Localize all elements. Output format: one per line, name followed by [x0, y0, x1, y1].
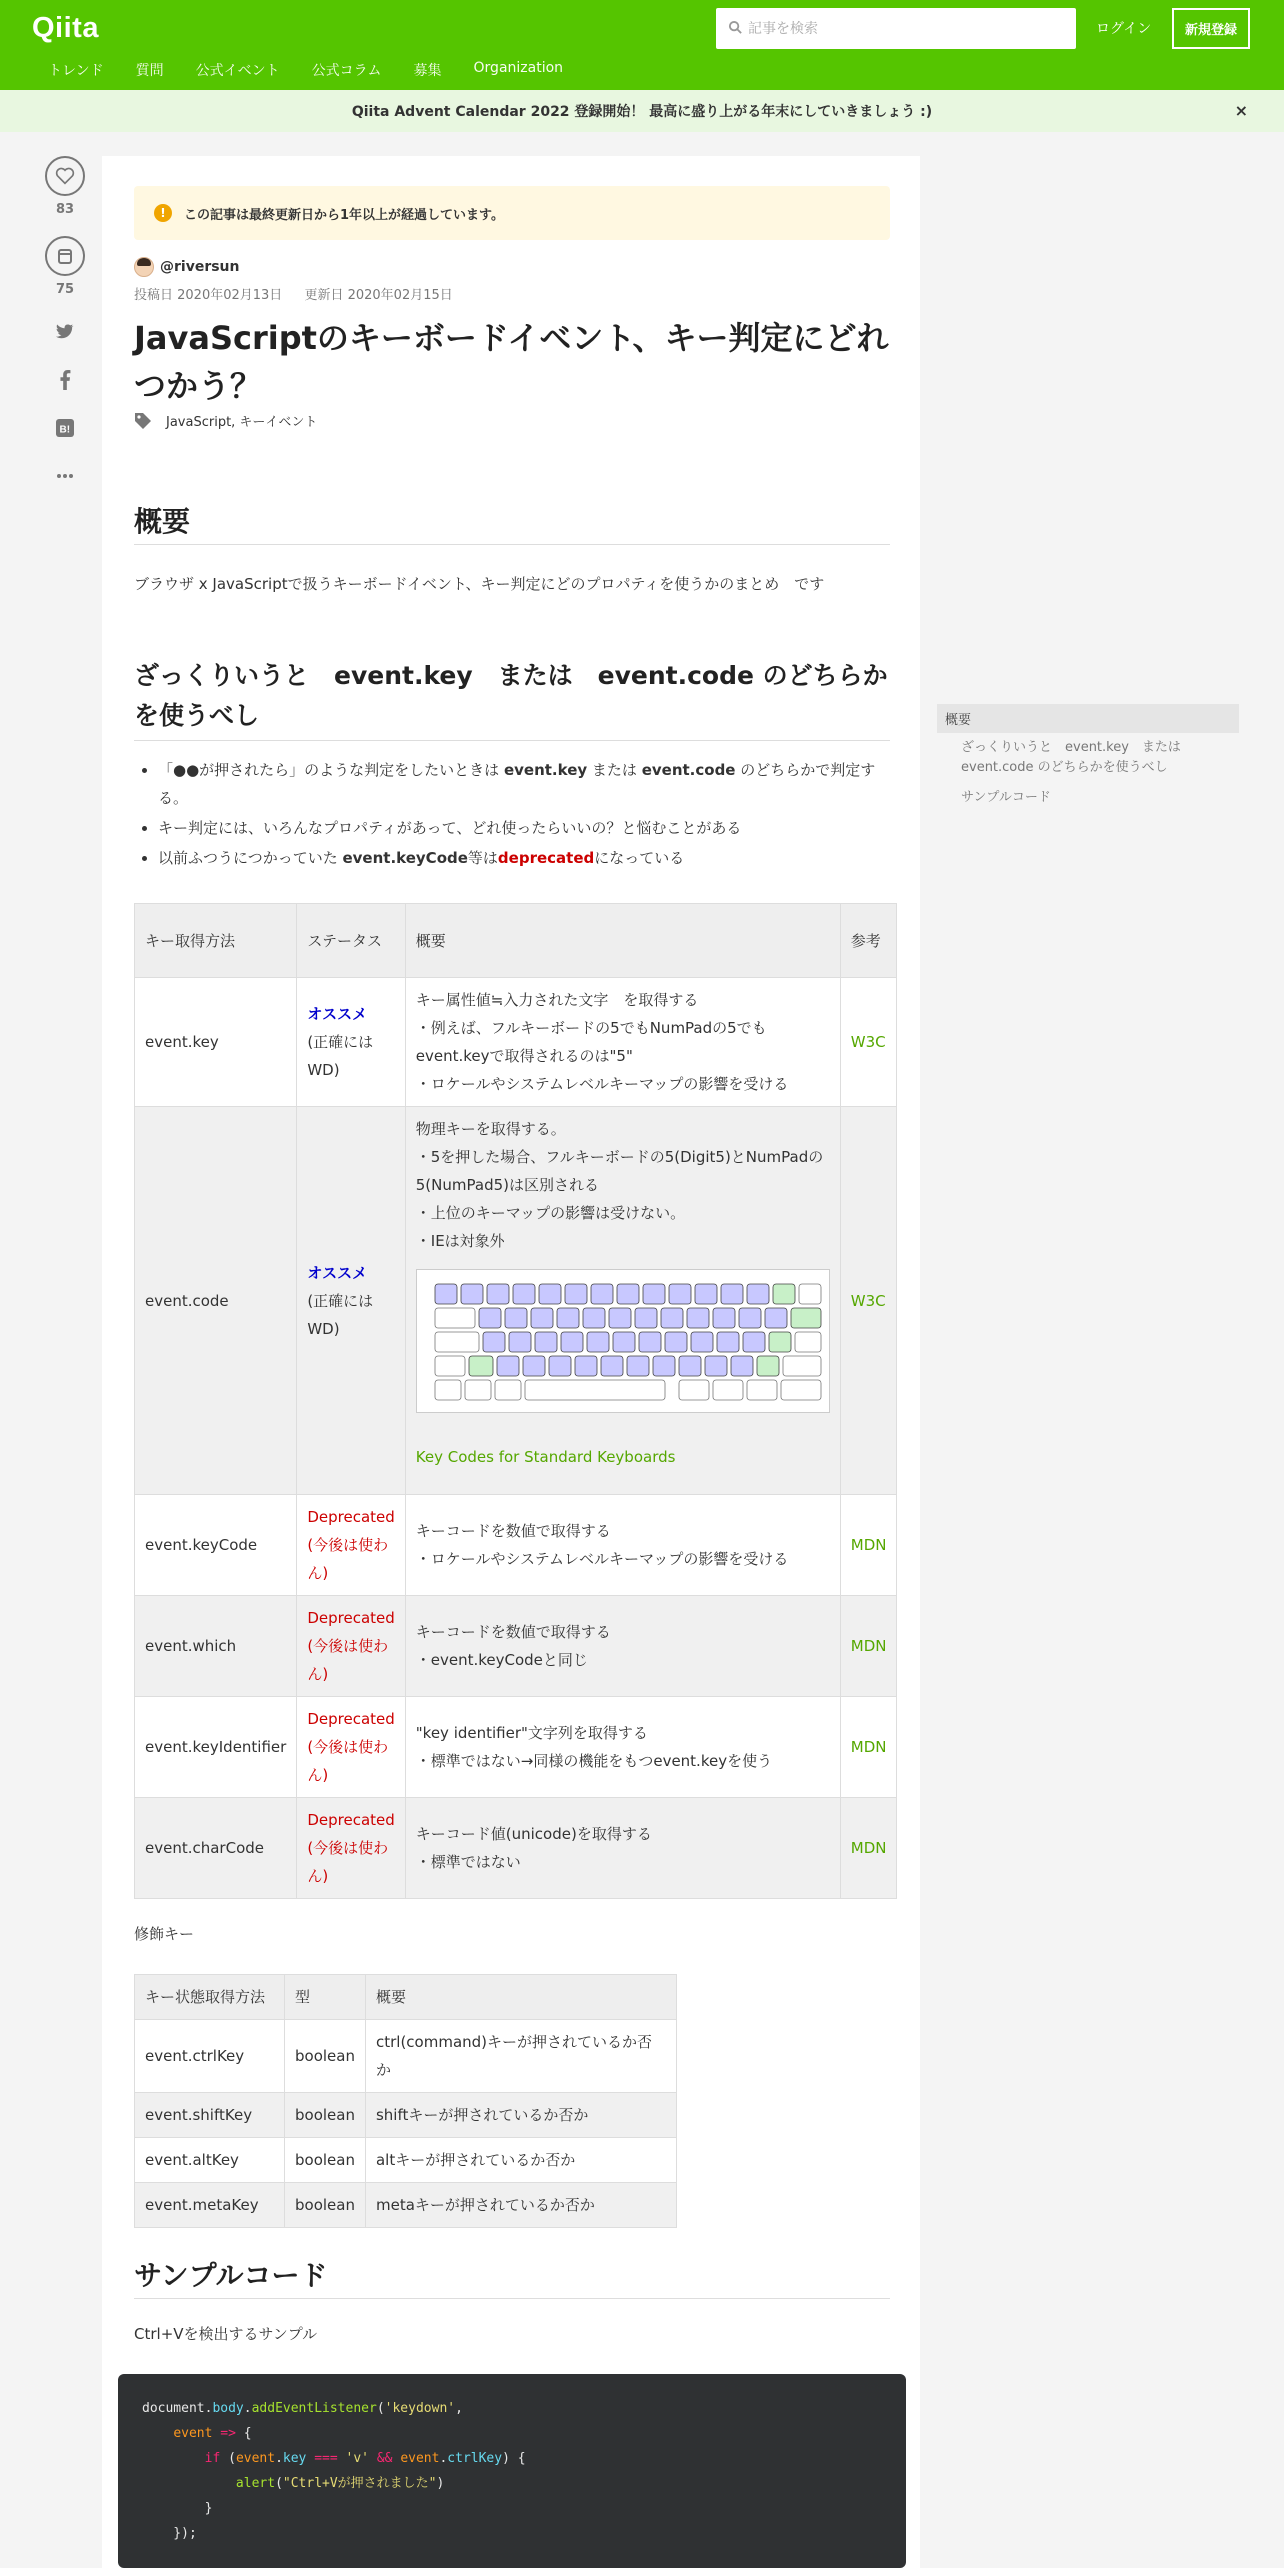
- overview-text: ブラウザ x JavaScriptで扱うキーボードイベント、キー判定にどのプロパティを使うかのまとめ です: [134, 575, 825, 593]
- heart-icon: [55, 167, 75, 185]
- code-block[interactable]: document.body.addEventListener('keydown', event => { if (event.key === 'v' && event.ctrlKey) { alert("Ctrl+Vが押されました") } });: [118, 2374, 906, 2568]
- svg-text:B!: B!: [59, 424, 71, 436]
- nav-trend[interactable]: トレンド: [48, 63, 104, 79]
- list-item: • キー判定には、いろんなプロパティがあって、どれ使ったらいいの？と悩むことがある: [158, 814, 888, 842]
- nav-organization[interactable]: Organization: [473, 60, 564, 76]
- page-title: JavaScriptのキーボードイベント、キー判定にどれつかう？: [134, 319, 889, 405]
- table-header: 型: [285, 1975, 366, 2020]
- keyboard-diagram-image[interactable]: [416, 1269, 830, 1413]
- author[interactable]: [134, 257, 240, 277]
- outdated-notice: ! この記事は最終更新日から1年以上が経過しています。: [134, 186, 890, 240]
- twitter-icon[interactable]: [55, 322, 75, 342]
- sample-description: Ctrl+Vを検出するサンプル: [134, 2325, 318, 2343]
- list-item: • 以前ふつうにつかっていた event.keyCode等はdeprecatedになっている: [158, 844, 888, 872]
- table-row: event.keyIdentifier Deprecated (今後は使わん) "key identifier"文字列を取得する ・標準ではない→同様の機能をもつevent.keyを使う MDN: [135, 1697, 897, 1798]
- more-options-icon[interactable]: [55, 466, 75, 486]
- keyboard-caption-link[interactable]: Key Codes for Standard Keyboards: [415, 1448, 676, 1466]
- table-row: event.keyCode Deprecated (今後は使わん) キーコードを数値で取得する ・ロケールやシステムレベルキーマップの影響を受ける MDN: [135, 1495, 897, 1596]
- global-nav: [48, 60, 595, 80]
- heading-sample-code: サンプルコード: [134, 2254, 890, 2299]
- stock-icon: [56, 247, 74, 265]
- table-row: event.code オススメ (正確にはWD) 物理キーを取得する。 ・5を押した場合、フルキーボードの5(Digit5)とNumPadの5(NumPad5)は区別される ・上位のキーマップの影響は受けない。 ・IEは対象外 Key Codes for Standard Keyboards W3C: [135, 1107, 897, 1495]
- like-action: [45, 156, 85, 217]
- table-row: event.charCode Deprecated (今後は使わん) キーコード値(unicode)を取得する ・標準ではない MDN: [135, 1798, 897, 1899]
- article-body: [102, 156, 920, 2568]
- signup-button[interactable]: 新規登録: [1172, 8, 1250, 49]
- warning-icon: !: [154, 204, 172, 222]
- table-header: 概要: [365, 1975, 676, 2020]
- table-header: 概要: [405, 904, 840, 978]
- hatena-bookmark-icon[interactable]: [55, 418, 75, 438]
- updated-date: 更新日 2020年02月15日: [304, 288, 453, 303]
- mdn-link[interactable]: MDN: [850, 1637, 887, 1655]
- table-row: event.key オススメ (正確にはWD) キー属性値≒入力された文字 を取得する ・例えば、フルキーボードの5でもNumPadの5でもevent.keyで取得されるのは"5" ・ロケールやシステムレベルキーマップの影響を受ける W3C: [135, 978, 897, 1107]
- stock-action: [45, 236, 85, 297]
- tags-text[interactable]: JavaScript, キーイベント: [166, 415, 318, 430]
- search-icon: [728, 20, 743, 35]
- table-row: event.altKey boolean altキーが押されているか否か: [135, 2138, 677, 2183]
- article-dates: [134, 284, 471, 303]
- facebook-icon[interactable]: [55, 370, 75, 390]
- modifier-table: [134, 1974, 677, 2228]
- banner-close-button[interactable]: ×: [1234, 101, 1248, 120]
- w3c-link[interactable]: W3C: [850, 1291, 886, 1310]
- posted-date: 投稿日 2020年02月13日: [134, 288, 283, 303]
- heading-overview: 概要: [134, 500, 890, 545]
- header: [0, 0, 1284, 90]
- toc-item-sample-code[interactable]: サンプルコード: [961, 790, 1051, 805]
- tag-list: [134, 411, 317, 430]
- table-header: キー状態取得方法: [135, 1975, 285, 2020]
- like-count: 83: [55, 202, 75, 217]
- summary-list: [158, 756, 888, 874]
- author-name[interactable]: @riversun: [160, 259, 240, 275]
- banner-text[interactable]: Qiita Advent Calendar 2022 登録開始！ 最高に盛り上がる年末にしていきましょう :): [351, 104, 933, 120]
- table-header: ステータス: [297, 904, 405, 978]
- nav-official-columns[interactable]: 公式コラム: [311, 63, 382, 79]
- mdn-link[interactable]: MDN: [850, 1738, 887, 1756]
- table-of-contents: [937, 704, 1239, 813]
- modifier-label: 修飾キー: [134, 1925, 195, 1943]
- list-item: • 「●●が押されたら」のような判定をしたいときは event.key または event.code のどちらかで判定する。: [158, 756, 888, 812]
- mdn-link[interactable]: MDN: [850, 1839, 887, 1857]
- table-row: event.shiftKey boolean shiftキーが押されているか否か: [135, 2093, 677, 2138]
- search-box[interactable]: [716, 8, 1076, 49]
- table-row: event.ctrlKey boolean ctrl(command)キーが押されているか否か: [135, 2020, 677, 2093]
- table-header: 参考: [840, 904, 897, 978]
- table-row: event.which Deprecated (今後は使わん) キーコードを数値で取得する ・event.keyCodeと同じ MDN: [135, 1596, 897, 1697]
- like-button[interactable]: [45, 156, 85, 196]
- w3c-link[interactable]: W3C: [850, 1033, 886, 1051]
- qiita-logo[interactable]: Qiita: [32, 12, 99, 44]
- login-link[interactable]: ログイン: [1096, 21, 1152, 37]
- stock-button[interactable]: [45, 236, 85, 276]
- mdn-link[interactable]: MDN: [850, 1536, 887, 1554]
- search-input[interactable]: [748, 8, 1068, 49]
- nav-questions[interactable]: 質問: [135, 63, 164, 79]
- table-header: キー取得方法: [135, 904, 297, 978]
- nav-recruit[interactable]: 募集: [413, 63, 442, 79]
- heading-summary: ざっくりいうと event.key または event.code のどちらかを使うべし: [134, 656, 890, 741]
- key-methods-table: [134, 903, 897, 1899]
- tag-icon: [134, 412, 152, 430]
- table-row: event.metaKey boolean metaキーが押されているか否か: [135, 2183, 677, 2228]
- toc-item-summary[interactable]: ざっくりいうと event.key または event.code のどちらかを使うべし: [961, 740, 1181, 775]
- stock-count: 75: [55, 282, 75, 297]
- toc-item-overview[interactable]: 概要: [937, 704, 1239, 733]
- avatar[interactable]: [134, 257, 154, 277]
- nav-official-events[interactable]: 公式イベント: [195, 63, 280, 79]
- advent-banner[interactable]: [0, 90, 1284, 132]
